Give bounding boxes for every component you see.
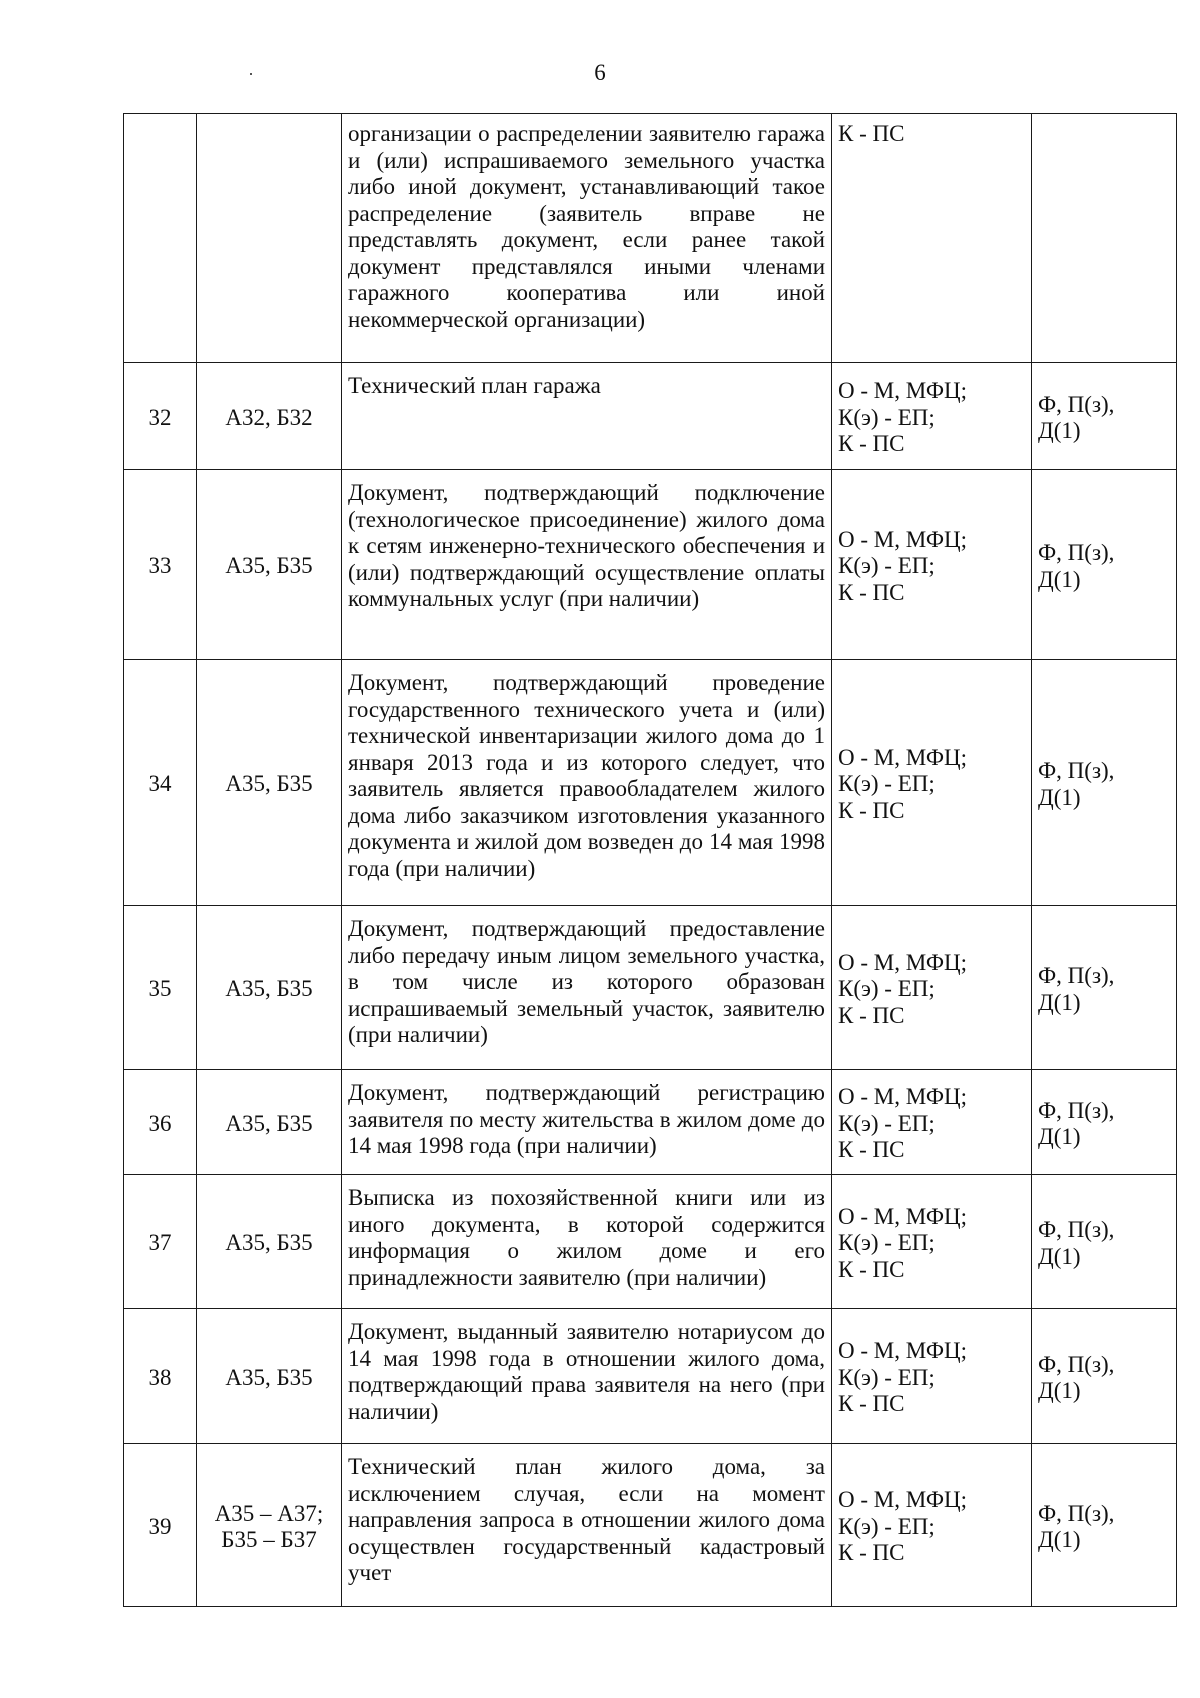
submission-method: К - ПС <box>838 579 905 605</box>
submission-methods <box>832 114 1032 363</box>
submission-method: О - М, МФЦ; <box>838 526 968 552</box>
submission-method: К(э) - ЕП; <box>838 1230 935 1256</box>
submission-method: К - ПС <box>838 121 905 146</box>
document-description: Документ, подтверждающий проведение государственного технического учета и (или) технической инвентаризации жилого дома до 1 января 2013 года и из которого следует, что заявитель является правообладателем жилого дома либо заказчиком изготовления указанного документа и жилой дом возведен до 14 мая 1998 года (при наличии) <box>342 660 832 906</box>
form-line: Д(1) <box>1038 1378 1081 1403</box>
document-forms <box>1032 1444 1177 1607</box>
documents-table <box>123 113 1177 1607</box>
code-line: Б35 – Б37 <box>221 1527 317 1552</box>
document-forms <box>1032 660 1177 906</box>
table-row <box>124 1070 1177 1175</box>
row-number: 32 <box>124 363 197 470</box>
submission-method: О - М, МФЦ; <box>838 1338 968 1364</box>
table-row <box>124 906 1177 1070</box>
document-forms <box>1032 114 1177 363</box>
submission-method: К - ПС <box>838 1256 905 1282</box>
form-line: Д(1) <box>1038 1124 1081 1149</box>
row-code-cell <box>197 114 342 363</box>
document-description: Выписка из похозяйственной книги или из иного документа, в которой содержится информация о жилом доме и его принадлежности заявителю (при наличии) <box>342 1175 832 1309</box>
submission-method: К(э) - ЕП; <box>838 1110 935 1136</box>
row-number: 34 <box>124 660 197 906</box>
submission-method: К(э) - ЕП; <box>838 1513 935 1539</box>
submission-method: О - М, МФЦ; <box>838 744 968 770</box>
form-line: Ф, П(з), <box>1038 1097 1115 1123</box>
submission-methods <box>832 1309 1032 1444</box>
submission-method: К(э) - ЕП; <box>838 553 935 579</box>
code-line: А32, Б32 <box>225 404 313 430</box>
form-line: Д(1) <box>1038 784 1081 810</box>
submission-method: О - М, МФЦ; <box>838 949 968 975</box>
code-line: А35, Б35 <box>225 1110 313 1136</box>
code-line: А35, Б35 <box>225 1230 313 1256</box>
form-line: Ф, П(з), <box>1038 1351 1115 1377</box>
document-forms <box>1032 906 1177 1070</box>
document-forms <box>1032 1070 1177 1175</box>
row-number: 39 <box>124 1444 197 1607</box>
code-line: А35 – А37; <box>214 1500 324 1526</box>
form-line: Д(1) <box>1038 418 1081 443</box>
submission-method: К - ПС <box>838 1002 905 1028</box>
document-description: Документ, подтверждающий подключение (технологическое присоединение) жилого дома к сетям инженерно-технического обеспечения и (или) подтверждающий осуществление оплаты коммунальных услуг (при наличии) <box>342 470 832 660</box>
submission-method: К(э) - ЕП; <box>838 404 935 430</box>
form-line: Ф, П(з), <box>1038 1500 1115 1526</box>
row-codes <box>197 660 342 906</box>
submission-methods <box>832 363 1032 470</box>
submission-method: К - ПС <box>838 431 905 457</box>
row-codes <box>197 363 342 470</box>
submission-method: О - М, МФЦ; <box>838 1084 968 1110</box>
submission-methods <box>832 906 1032 1070</box>
document-description: Документ, подтверждающий регистрацию заявителя по месту жительства в жилом доме до 14 мая 1998 года (при наличии) <box>342 1070 832 1175</box>
table-row <box>124 363 1177 470</box>
table-row <box>124 1175 1177 1309</box>
document-description: Технический план гаража <box>342 363 832 470</box>
document-description: организации о распределении заявителю гаража и (или) испрашиваемого земельного участка либо иной документ, устанавливающий такое распределение (заявитель вправе не представлять документ, если ранее такой документ представлялся иными членами гаражного кооператива или иной некоммерческой организации) <box>342 114 832 363</box>
document-description: Технический план жилого дома, за исключением случая, если на момент направления запроса в отношении жилого дома осуществлен государственный кадастровый учет <box>342 1444 832 1607</box>
submission-methods <box>832 1444 1032 1607</box>
document-forms <box>1032 1309 1177 1444</box>
submission-method: К - ПС <box>838 1137 905 1163</box>
scan-speck <box>250 73 252 75</box>
document-forms <box>1032 1175 1177 1309</box>
code-line: А35, Б35 <box>225 771 313 797</box>
document-forms <box>1032 470 1177 660</box>
row-codes <box>197 470 342 660</box>
table-row <box>124 1444 1177 1607</box>
code-line: А35, Б35 <box>225 553 313 579</box>
row-number: 35 <box>124 906 197 1070</box>
submission-methods <box>832 1175 1032 1309</box>
row-codes <box>197 1175 342 1309</box>
form-line: Д(1) <box>1038 1243 1081 1269</box>
submission-method: К(э) - ЕП; <box>838 771 935 797</box>
code-line: А35, Б35 <box>225 976 313 1002</box>
row-number: 36 <box>124 1070 197 1175</box>
table-row-continuation <box>124 114 1177 363</box>
form-line: Д(1) <box>1038 989 1081 1015</box>
row-number: 37 <box>124 1175 197 1309</box>
submission-method: К - ПС <box>838 797 905 823</box>
row-codes <box>197 1309 342 1444</box>
form-line: Ф, П(з), <box>1038 540 1115 565</box>
row-number: 33 <box>124 470 197 660</box>
submission-method: К(э) - ЕП; <box>838 1364 935 1390</box>
submission-method: О - М, МФЦ; <box>838 1203 968 1229</box>
row-codes <box>197 906 342 1070</box>
submission-methods <box>832 470 1032 660</box>
form-line: Ф, П(з), <box>1038 963 1115 988</box>
form-line: Д(1) <box>1038 566 1081 592</box>
row-number-cell <box>124 114 197 363</box>
page-number: 6 <box>594 60 606 85</box>
code-line: А35, Б35 <box>225 1364 313 1390</box>
document-forms <box>1032 363 1177 470</box>
form-line: Д(1) <box>1038 1527 1081 1552</box>
submission-method: О - М, МФЦ; <box>838 1487 968 1513</box>
table-row <box>124 1309 1177 1444</box>
table-row <box>124 470 1177 660</box>
form-line: Ф, П(з), <box>1038 391 1115 417</box>
row-number: 38 <box>124 1309 197 1444</box>
submission-method: К - ПС <box>838 1540 905 1566</box>
form-line: Ф, П(з), <box>1038 1217 1115 1242</box>
document-description: Документ, выданный заявителю нотариусом до 14 мая 1998 года в отношении жилого дома, подтверждающий права заявителя на него (при наличии) <box>342 1309 832 1444</box>
submission-method: К(э) - ЕП; <box>838 976 935 1002</box>
submission-methods <box>832 1070 1032 1175</box>
document-description: Документ, подтверждающий предоставление либо передачу иным лицом земельного участка, в том числе из которого образован испрашиваемый земельный участок, заявителю (при наличии) <box>342 906 832 1070</box>
form-line: Ф, П(з), <box>1038 758 1115 783</box>
submission-methods <box>832 660 1032 906</box>
submission-method: К - ПС <box>838 1391 905 1417</box>
row-codes <box>197 1070 342 1175</box>
row-codes <box>197 1444 342 1607</box>
submission-method: О - М, МФЦ; <box>838 378 968 404</box>
table-row <box>124 660 1177 906</box>
